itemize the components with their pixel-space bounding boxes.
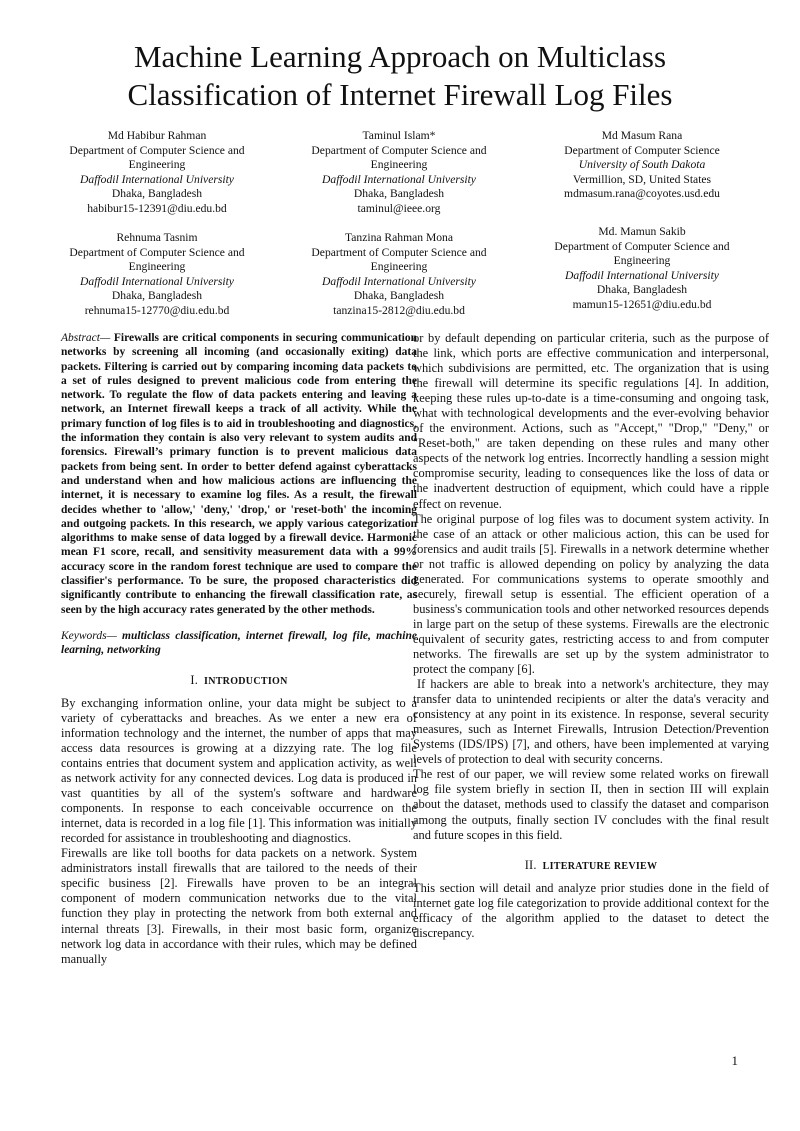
author-location: Dhaka, Bangladesh <box>596 283 688 297</box>
title-line-2: Classification of Internet Firewall Log Files <box>127 77 673 112</box>
author-department: Department of Computer Science and <box>69 245 245 259</box>
author-name: Md Habibur Rahman <box>107 129 207 142</box>
intro-paragraph-6: The rest of our paper, we will review some related works on firewall log file system briefly in section II, then in section III will explain about the dataset, methods used to classify the dataset and comparison among the outputs, finally section IV concludes with the final result and future scopes in this field. <box>413 767 769 842</box>
author-department: Department of Computer Science and <box>69 143 245 157</box>
keywords-label: Keywords— <box>61 629 117 642</box>
author-block-6 <box>527 225 757 313</box>
author-name: Tanzina Rahman Mona <box>344 231 453 244</box>
author-block-2 <box>284 129 514 217</box>
intro-paragraph-2: Firewalls are like toll booths for data packets on a network. System administrators install firewalls that are tailored to the needs of their specific business [2]. Firewalls have proven to be an integral component of modern communication networks due to the vital function they play in protecting the network from both external and internal threats [3]. Firewalls, in their most basic form, organize network log data in accordance with their rules, which may be defined manually <box>61 846 417 966</box>
section-number: II. <box>524 857 537 872</box>
author-name: Md. Mamun Sakib <box>598 225 686 238</box>
author-affiliation: Daffodil International University <box>322 172 476 186</box>
abstract-text: Firewalls are critical components in securing communication networks by screening all incoming (and occasionally exiting) data packets. Filtering is carried out by comparing incoming data packets to a set of rules designed to prevent malicious code from entering the network. To regulate the flow of data packets entering and leaving a network, an Internet firewall keeps a track of all activity. While the primary function of log files is to aid in troubleshooting and diagnostics, the information they contain is also very relevant to system audits and forensics. Firewall’s primary function is to prevent malicious data packets from being sent. In order to better defend against cyberattacks and understand when and how malicious actions are influencing the internet, it is necessary to examine log files. As a result, the firewall decides whether to 'allow,' 'deny,' 'drop,' or 'reset-both' the incoming and outgoing packets. In this research, we apply various categorization algorithms to make sense of data logged by a firewall device. Harmonic mean F1 score, recall, and sensitivity measurement data with a 99% accuracy score in the random forest technique are used to compare the classifier's performance. To be sure, the proposed characteristics did significantly contribute to enhancing the firewall classification rate, as seen by the high accuracy rates generated by the other methods. <box>61 332 417 616</box>
section-title: LITERATURE REVIEW <box>542 860 658 872</box>
author-department: Department of Computer Science and <box>311 143 487 157</box>
author-block-1 <box>42 129 272 217</box>
author-name: Taminul Islam* <box>362 129 436 142</box>
page-number: 1 <box>731 1053 738 1068</box>
literature-paragraph-1: This section will detail and analyze prior studies done in the field of internet gate log file categorization to provide additional context for the efficacy of the algorithm applied to the dataset to detect the discrepancy. <box>413 880 769 941</box>
author-department-cont: Engineering <box>613 254 671 268</box>
abstract-label: Abstract— <box>61 332 111 344</box>
author-department-cont: Engineering <box>128 260 186 274</box>
author-block-3 <box>527 129 757 202</box>
left-column <box>61 331 417 967</box>
intro-paragraph-4: The original purpose of log files was to document system activity. In the case of an attack or other malicious action, this can be used for forensics and audit trails [5]. Firewalls in a network determine whether or not traffic is allowed depending on policy by analyzing the data generated. For communications systems to operate smoothly and securely, firewall setup is essential. The efficient operation of a business's communication tools and other networked resources depends in large part on the setup of these systems. Firewalls are the electronic equivalent of security gates, restricting access to and from computer networks. The firewalls are set up by the system administrator to protect the company [6]. <box>413 511 769 677</box>
author-department-cont: Engineering <box>370 260 428 274</box>
author-affiliation: Daffodil International University <box>322 274 476 288</box>
author-block-5 <box>284 231 514 319</box>
right-column <box>413 331 769 941</box>
author-name: Rehnuma Tasnim <box>116 231 198 244</box>
author-department-cont: Engineering <box>370 158 428 172</box>
section-number: I. <box>190 672 198 687</box>
author-email: mdmasum.rana@coyotes.usd.edu <box>564 187 720 201</box>
title-line-1: Machine Learning Approach on Multiclass <box>133 39 667 74</box>
author-block-4 <box>42 231 272 319</box>
section-heading-literature-review <box>413 858 769 874</box>
author-location: Dhaka, Bangladesh <box>111 187 203 201</box>
author-affiliation: Daffodil International University <box>80 172 234 186</box>
section-title: INTRODUCTION <box>204 675 288 687</box>
keywords-text: multiclass classification, internet firewall, log file, machine learning, networking <box>61 629 417 657</box>
author-email: tanzina15-2812@diu.edu.bd <box>333 303 465 317</box>
intro-paragraph-5: If hackers are able to break into a network's architecture, they may transfer data to unintended recipients or alter the data's veracity and consistency at any point in its existence. In response, several security measures, such as Internet Firewalls, Intrusion Detection/Prevention Systems (IDS/IPS) [7], and others, have been implemented at varying levels of protection to deal with security concerns. <box>413 677 769 767</box>
author-department: Department of Computer Science <box>564 143 720 157</box>
author-affiliation: University of South Dakota <box>578 158 706 172</box>
author-location: Dhaka, Bangladesh <box>353 187 445 201</box>
paper-title <box>40 38 760 114</box>
section-heading-introduction <box>61 673 417 689</box>
abstract <box>61 331 417 617</box>
keywords <box>61 629 417 658</box>
author-location: Dhaka, Bangladesh <box>111 289 203 303</box>
author-department-cont: Engineering <box>128 158 186 172</box>
author-name: Md Masum Rana <box>601 129 683 142</box>
author-email: mamun15-12651@diu.edu.bd <box>572 297 712 311</box>
author-affiliation: Daffodil International University <box>565 268 719 282</box>
author-email: habibur15-12391@diu.edu.bd <box>87 201 227 215</box>
author-department: Department of Computer Science and <box>554 239 730 253</box>
author-affiliation: Daffodil International University <box>80 274 234 288</box>
author-email: taminul@ieee.org <box>357 201 441 215</box>
intro-paragraph-3: or by default depending on particular criteria, such as the purpose of the link, which ports are effective communication and interpersonal, which subdivisions are permitted, etc. The organization that is using the firewall will determine its specific regulations [4]. In addition, keeping these rules up-to-date is a time-consuming and ongoing task, what with technological developments and the ever-evolving behavior of the environment. Actions, such as "Accept," "Drop," "Deny," or "Reset-both," are taken depending on these rules and many other aspects of the network log entries. Incorrectly handling a session might compromise security, leading to consequences like the loss of data or the inadvertent destruction of equipment, which could have a ripple effect on revenue. <box>413 331 769 511</box>
author-location: Vermillion, SD, United States <box>572 172 712 186</box>
author-email: rehnuma15-12770@diu.edu.bd <box>84 303 230 317</box>
author-department: Department of Computer Science and <box>311 245 487 259</box>
author-location: Dhaka, Bangladesh <box>353 289 445 303</box>
intro-paragraph-1: By exchanging information online, your data might be subject to a variety of cyberattacks and breaches. As we enter a new era of information technology and the internet, the number of apps that may access data resources is growing at a dizzying rate. The log file contains entries that document system and application activity, as well as network activity for any connected devices. Log data is produced in vast quantities by all of the system's software and hardware components. In response to each conceivable occurrence on the internet, data is recorded in a log file [1]. This information was initially recorded for assistance in troubleshooting and diagnostics. <box>61 695 417 846</box>
